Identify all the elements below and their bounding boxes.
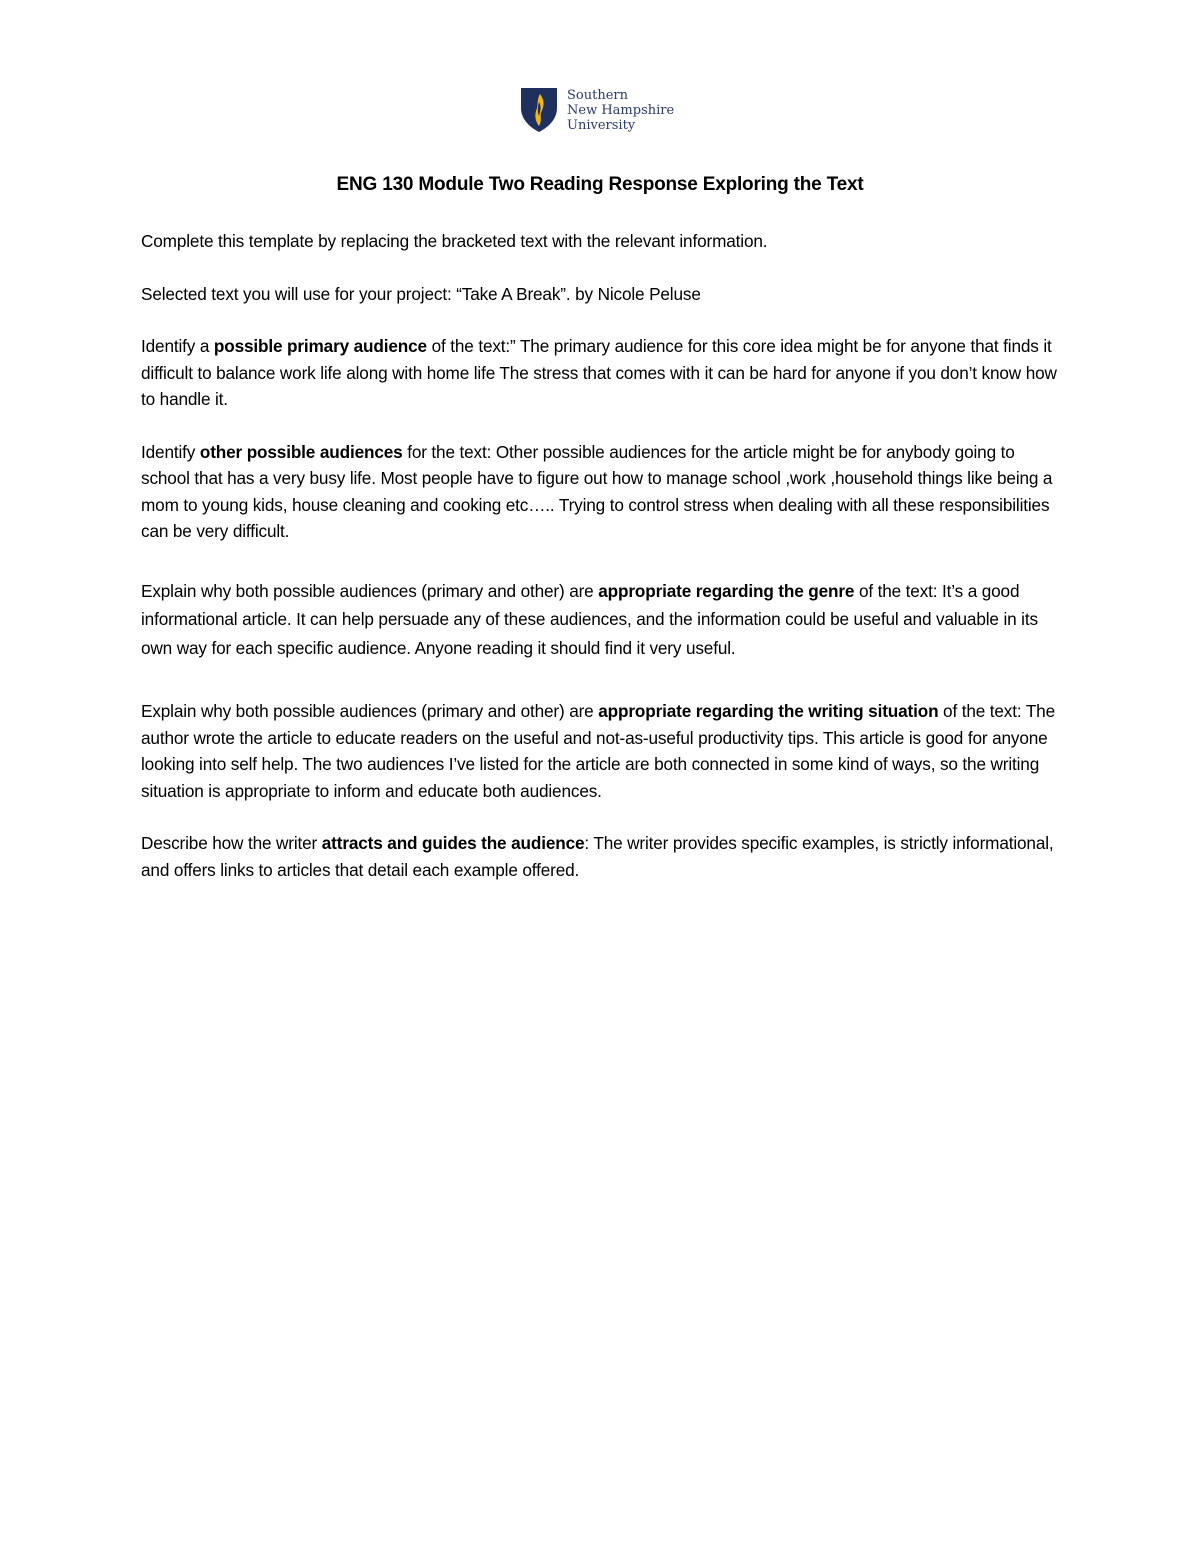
document-title: ENG 130 Module Two Reading Response Exploring the Text xyxy=(336,174,864,195)
document-body xyxy=(141,228,1066,909)
attracts-guides-lead: Describe how the writer xyxy=(141,833,322,853)
other-audiences-answer: for the text: Other possible audiences for the article might be for anybody going to school that has a very busy life. Most people have to figure out how to manage school ,work ,household things like being a mom to young kids, house cleaning and cooking etc….. Trying to control stress when dealing with all these responsibilities can be very difficult. xyxy=(141,441,1053,541)
university-name-line-3: University xyxy=(567,118,636,133)
genre-bold: appropriate regarding the genre xyxy=(598,580,855,601)
attracts-guides-paragraph xyxy=(141,830,1066,883)
other-audiences-lead: Identify xyxy=(141,441,200,462)
attracts-guides-bold: attracts and guides the audience xyxy=(321,833,585,853)
primary-audience-paragraph xyxy=(141,333,1066,413)
genre-paragraph xyxy=(141,577,1066,663)
instruction-paragraph: Complete this template by replacing the bracketed text with the relevant information. xyxy=(141,231,768,251)
university-name xyxy=(567,88,674,133)
other-audiences-paragraph xyxy=(141,439,1066,545)
writing-situation-paragraph xyxy=(141,698,1066,804)
primary-audience-answer: of the text:” The primary audience for this core idea might be for anyone that finds it difficult to balance work life along with home life The stress that comes with it can be hard for anyone if you don’t know how to handle it. xyxy=(141,336,1057,409)
writing-situation-bold: appropriate regarding the writing situation xyxy=(598,701,939,721)
other-audiences-bold: other possible audiences xyxy=(199,441,403,462)
university-name-line-2: New Hampshire xyxy=(567,103,675,118)
writing-situation-lead: Explain why both possible audiences (primary and other) are xyxy=(141,701,599,721)
selected-text-paragraph: Selected text you will use for your project: “Take A Break”. by Nicole Peluse xyxy=(141,283,701,304)
university-logo xyxy=(519,86,674,134)
writing-situation-answer: of the text: The author wrote the article to educate readers on the useful and not-as-useful productivity tips. This article is good for anyone looking into self help. The two audiences I’ve listed for the article are both connected in some kind of ways, so the writing situation is appropriate to inform and educate both audiences. xyxy=(141,701,1055,801)
genre-lead: Explain why both possible audiences (primary and other) are xyxy=(141,580,599,601)
genre-answer: of the text: It’s a good informational article. It can help persuade any of these audiences, and the information could be useful and valuable in its own way for each specific audience. Anyone reading it should find it very useful. xyxy=(141,580,1038,658)
primary-audience-lead: Identify a xyxy=(141,336,214,356)
attracts-guides-answer: : The writer provides specific examples, is strictly informational, and offers links to articles that detail each example offered. xyxy=(141,833,1054,880)
primary-audience-bold: possible primary audience xyxy=(213,336,427,356)
university-name-line-1: Southern xyxy=(567,88,628,103)
shield-flame-icon xyxy=(519,86,559,134)
